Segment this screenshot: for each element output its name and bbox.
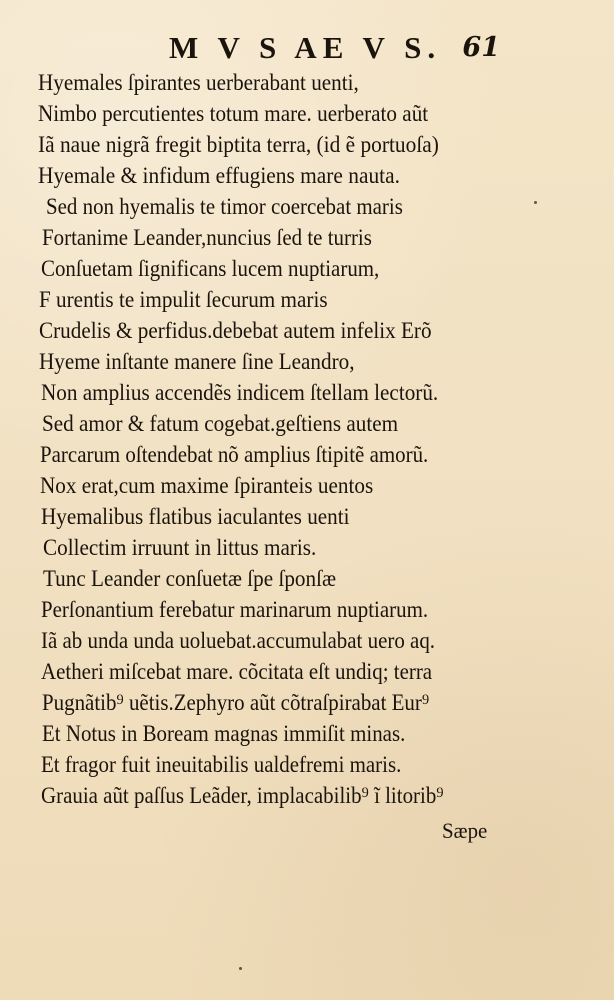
text-line: Perſonantium ferebatur marinarum nuptiarum. — [41, 597, 429, 622]
text-line: Sed amor & fatum cogebat.geſtiens autem — [42, 411, 399, 436]
text-line: Et Notus in Boream magnas immiſit minas. — [42, 721, 406, 746]
text-line: Hyemale & infidum effugiens mare nauta. — [38, 163, 400, 188]
text-line: Iã ab unda unda uoluebat.accumulabat uero aq. — [41, 628, 436, 653]
text-line: Parcarum oſtendebat nõ amplius ſtipitẽ amorũ. — [40, 442, 429, 467]
text-line: Nox erat,cum maxime ſpiranteis uentos — [40, 473, 374, 498]
text-line: Hyemalibus flatibus iaculantes uenti — [41, 504, 350, 529]
text-line: Hyemales ſpirantes uerberabant uenti, — [38, 70, 359, 95]
page-header — [0, 30, 614, 64]
text-line: Collectim irruunt in littus maris. — [43, 535, 317, 560]
text-line: Pugnãtib⁹ uẽtis.Zephyro aũt cõtraſpirabat Eur⁹ — [42, 690, 430, 715]
text-line: Nimbo percutientes totum mare. uerberato aũt — [38, 101, 429, 126]
text-line: Crudelis & perfidus.debebat autem infelix Erõ — [39, 318, 432, 343]
text-line: Aetheri miſcebat mare. cõcitata eſt undiq; terra — [41, 659, 433, 684]
running-title: M V S AE V S. — [169, 30, 442, 65]
text-line: Non amplius accendẽs indicem ſtellam lectorũ. — [41, 380, 439, 405]
ink-dot-mark — [239, 967, 242, 970]
text-block — [38, 68, 578, 858]
text-line: Conſuetam ſignificans lucem nuptiarum, — [41, 256, 380, 281]
text-line: Grauia aũt paſſus Leãder, implacabilib⁹ ĩ litorib⁹ — [41, 783, 444, 808]
ink-dot-mark — [534, 201, 537, 204]
text-line: Hyeme inſtante manere ſine Leandro, — [39, 349, 355, 374]
text-line: F urentis te impulit ſecurum maris — [39, 287, 328, 312]
text-line: Iã naue nigrã fregit biptita terra, (id ẽ portuoſa) — [38, 132, 439, 157]
text-line: Et fragor fuit ineuitabilis ualdefremi maris. — [41, 752, 402, 777]
text-line: Sed non hyemalis te timor coercebat maris — [46, 194, 403, 219]
folio-number: 61 — [462, 32, 500, 63]
text-line: Tunc Leander conſuetæ ſpe ſponſæ — [43, 566, 337, 591]
catchword: Sæpe — [442, 818, 488, 843]
text-line: Fortanime Leander,nuncius ſed te turris — [42, 225, 372, 250]
